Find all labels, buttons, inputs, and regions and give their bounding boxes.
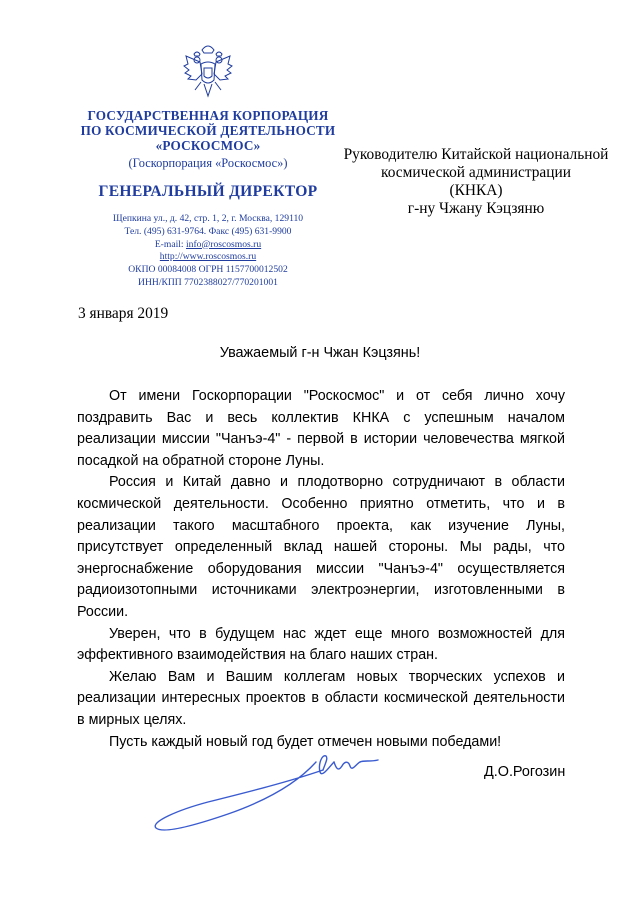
letterhead [60, 108, 356, 290]
website-link[interactable]: http://www.roscosmos.ru [159, 251, 257, 263]
coat-of-arms-icon [182, 40, 234, 100]
recipient-line3: (КНКА) [449, 182, 503, 199]
position-title: ГЕНЕРАЛЬНЫЙ ДИРЕКТОР [98, 183, 318, 200]
okpo-ogrn: ОКПО 00084008 ОГРН 1157700012502 [128, 264, 288, 276]
recipient-block [330, 146, 622, 218]
recipient-line1: Руководителю Китайской национальной [343, 146, 609, 163]
paragraph: От имени Госкорпорации "Роскосмос" и от себя лично хочу поздравить Вас и весь коллектив КНКА с успешным началом реализации миссии "Чанъэ-4" - первой в истории человечества мягкой посадкой на обратной стороне Луны. [77, 388, 565, 469]
letter-date: 3 января 2019 [78, 305, 169, 322]
email-label: E-mail: [154, 238, 186, 250]
paragraph: Пусть каждый новый год будет отмечен новыми победами! [109, 733, 502, 750]
recipient-line4: г-ну Чжану Кэцзяню [407, 200, 545, 217]
contacts-block [60, 213, 356, 290]
letter-body [77, 386, 565, 753]
org-name-line2: ПО КОСМИЧЕСКОЙ ДЕЯТЕЛЬНОСТИ [80, 123, 336, 138]
org-name-line1: ГОСУДАРСТВЕННАЯ КОРПОРАЦИЯ [87, 108, 329, 123]
recipient-line2: космической администрации [381, 164, 571, 181]
paragraph: Россия и Китай давно и плодотворно сотрудничают в области космической деятельности. Особенно приятно отметить, что и в реализации такого масштабного проекта, как изучение Луны, присутствует определенный вклад нашей стороны. Мы рады, что энергоснабжение оборудования миссии "Чанъэ-4" осуществляется радиоизотопными источниками электроэнергии, изготовленными в России. [77, 474, 565, 620]
signer-name: Д.О.Рогозин [484, 764, 566, 780]
paragraph: Уверен, что в будущем нас ждет еще много возможностей для эффективного взаимодействия на благо наших стран. [77, 625, 565, 664]
paragraph: Желаю Вам и Вашим коллегам новых творческих успехов и реализации интересных проектов в области космической деятельности в мирных целях. [77, 668, 565, 728]
org-name-line3: «РОСКОСМОС» [155, 138, 261, 153]
handwritten-signature [148, 752, 388, 842]
phone-fax: Тел. (495) 631-9764. Факс (495) 631-9900 [124, 225, 292, 237]
address: Щепкина ул., д. 42, стр. 1, 2, г. Москва, 129110 [112, 213, 304, 224]
inn-kpp: ИНН/КПП 7702388027/770201001 [138, 276, 278, 288]
email-line [60, 239, 356, 252]
org-short-name: (Госкорпорация «Роскосмос») [128, 156, 288, 170]
salutation: Уважаемый г-н Чжан Кэцзянь! [219, 345, 421, 361]
email-link[interactable]: info@roscosmos.ru [185, 238, 262, 250]
